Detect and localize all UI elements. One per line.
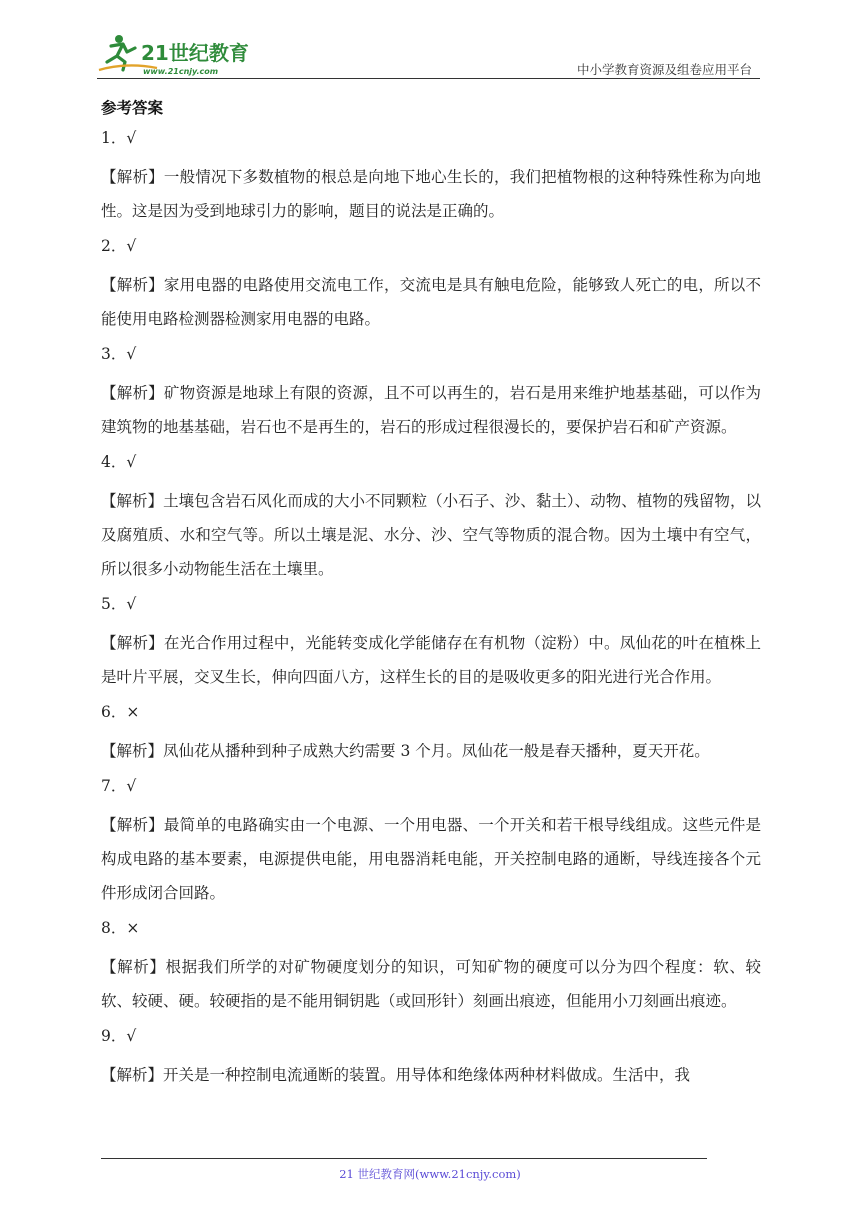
analysis-text: 最简单的电路确实由一个电源、一个用电器、一个开关和若干根导线组成。这些元件是构成电路的基本要素，电源提供电能，用电器消耗电能，开关控制电路的通断，导线连接各个元件形成闭合回路。 [101,816,761,902]
answer-number: 3．√ [101,345,137,363]
answer-number: 9．√ [101,1027,137,1045]
analysis-tag: 【解析】 [101,634,164,652]
analysis-text: 开关是一种控制电流通断的装置。用导体和绝缘体两种材料做成。生活中，我 [163,1066,691,1084]
analysis-text: 一般情况下多数植物的根总是向地下地心生长的，我们把植物根的这种特殊性称为向地性。这是因为受到地球引力的影响，题目的说法是正确的。 [101,168,761,220]
header-divider [97,78,760,79]
answer-section [101,96,761,1098]
answer-number: 1．√ [101,129,137,147]
analysis-text: 在光合作用过程中，光能转变成化学能储存在有机物（淀粉）中。凤仙花的叶在植株上是叶片平展，交叉生长，伸向四面八方，这样生长的目的是吸收更多的阳光进行光合作用。 [101,634,761,686]
runner-head-icon [115,35,123,43]
logo-text: 21世纪教育 [141,41,249,65]
answer-number: 7．√ [101,777,137,795]
answer-analysis [101,950,761,1018]
answer-number: 6．× [101,703,140,721]
analysis-tag: 【解析】 [101,492,164,510]
answer-analysis [101,160,761,228]
page-header [97,28,760,80]
analysis-tag: 【解析】 [101,384,164,402]
answer-analysis [101,1058,761,1092]
analysis-text: 家用电器的电路使用交流电工作，交流电是具有触电危险，能够致人死亡的电，所以不能使用电路检测器检测家用电器的电路。 [101,276,761,328]
footer-divider [101,1158,707,1159]
answer-analysis [101,484,761,586]
answer-analysis [101,626,761,694]
footer-site-link[interactable]: 21 世纪教育网(www.21cnjy.com) [339,1167,521,1181]
logo-21cnjy [97,32,267,78]
analysis-tag: 【解析】 [101,1066,164,1084]
answer-number: 5．√ [101,595,137,613]
header-tagline: 中小学教育资源及组卷应用平台 [576,62,752,77]
answer-analysis [101,268,761,336]
answer-number: 8．× [101,919,140,937]
logo-url: www.21cnjy.com [143,67,219,76]
analysis-text: 土壤包含岩石风化而成的大小不同颗粒（小石子、沙、黏土）、动物、植物的残留物，以及腐殖质、水和空气等。所以土壤是泥、水分、沙、空气等物质的混合物。因为土壤中有空气，所以很多小动物能生活在土壤里。 [101,492,761,578]
answer-number: 4．√ [101,453,137,471]
answer-analysis [101,808,761,910]
analysis-tag: 【解析】 [101,168,164,186]
analysis-tag: 【解析】 [101,958,166,976]
answer-list [101,126,761,1092]
answer-analysis [101,376,761,444]
analysis-text: 根据我们所学的对矿物硬度划分的知识，可知矿物的硬度可以分为四个程度：软、较软、较硬、硬。较硬指的是不能用铜钥匙（或回形针）刻画出痕迹，但能用小刀刻画出痕迹。 [101,958,761,1010]
analysis-tag: 【解析】 [101,276,164,294]
analysis-text: 矿物资源是地球上有限的资源，且不可以再生的，岩石是用来维护地基基础，可以作为建筑物的地基基础，岩石也不是再生的，岩石的形成过程很漫长的，要保护岩石和矿产资源。 [101,384,761,436]
analysis-tag: 【解析】 [101,742,164,760]
answer-number: 2．√ [101,237,137,255]
analysis-text: 凤仙花从播种到种子成熟大约需要 3 个月。凤仙花一般是春天播种，夏天开花。 [163,742,710,760]
answer-analysis [101,734,761,768]
analysis-tag: 【解析】 [101,816,164,834]
section-title: 参考答案 [101,99,164,117]
